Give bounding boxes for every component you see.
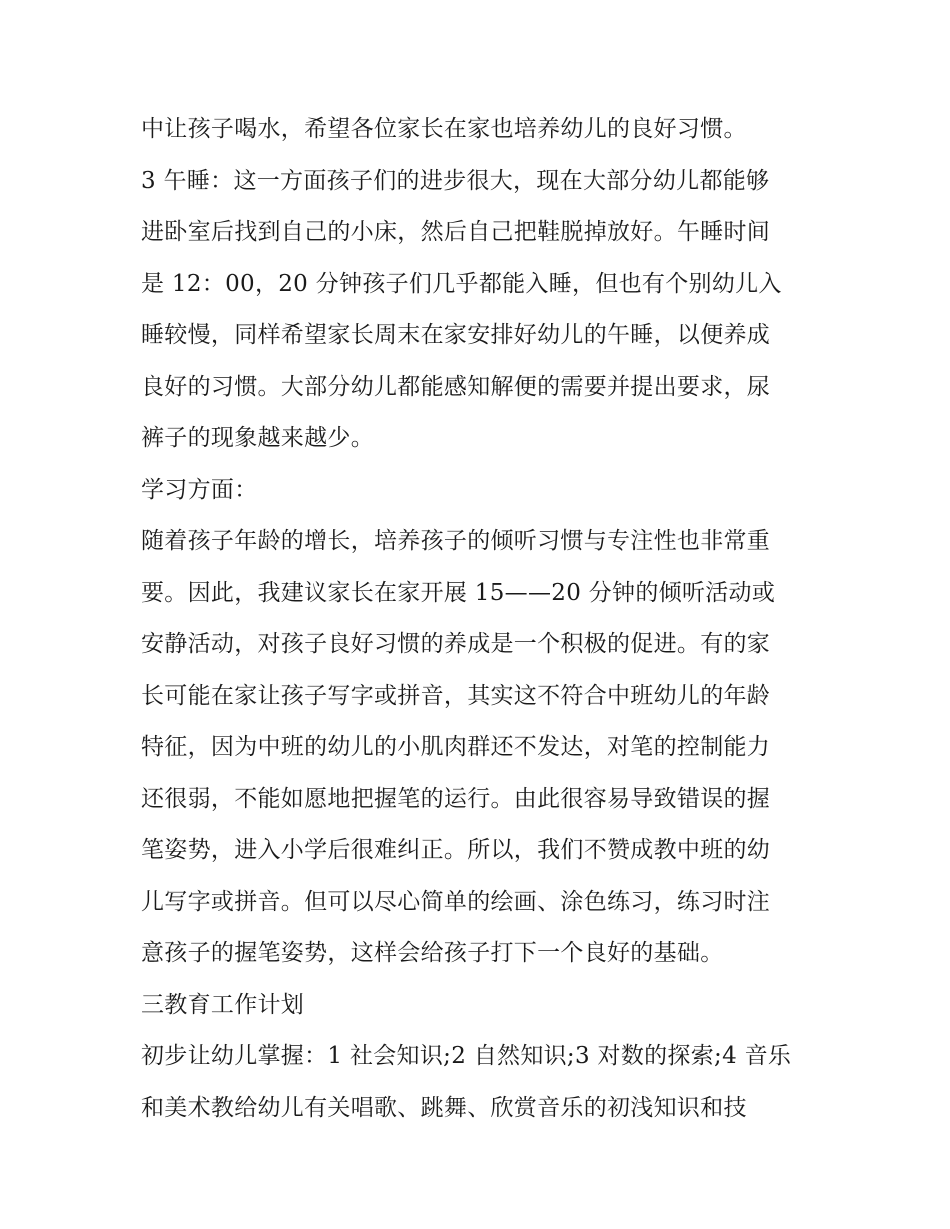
text-line: 进卧室后找到自己的小床，然后自己把鞋脱掉放好。午睡时间 xyxy=(141,219,771,245)
text-line: 要。因此，我建议家长在家开展 15——20 分钟的倾听活动或 xyxy=(141,579,776,606)
text-line: 中让孩子喝水，希望各位家长在家也培养幼儿的良好习惯。 xyxy=(141,116,747,142)
text-line: 良好的习惯。大部分幼儿都能感知解便的需要并提出要求，尿 xyxy=(141,373,771,400)
text-line: 裤子的现象越来越少。 xyxy=(141,425,374,451)
text-line: 是 12：00，20 分钟孩子们几乎都能入睡，但也有个别幼儿入 xyxy=(141,270,782,297)
text-line: 还很弱，不能如愿地把握笔的运行。由此很容易导致错误的握 xyxy=(141,785,771,812)
text-line: 意孩子的握笔姿势，这样会给孩子打下一个良好的基础。 xyxy=(141,940,724,966)
text-line: 睡较慢，同样希望家长周末在家安排好幼儿的午睡，以便养成 xyxy=(141,322,771,348)
text-line: 初步让幼儿掌握：1 社会知识;2 自然知识;3 对数的探索;4 音乐 xyxy=(141,1043,792,1069)
text-line: 特征，因为中班的幼儿的小肌肉群还不发达，对笔的控制能力 xyxy=(141,734,771,760)
text-line: 随着孩子年龄的增长，培养孩子的倾听习惯与专注性也非常重 xyxy=(141,528,771,554)
text-line: 3 午睡：这一方面孩子们的进步很大，现在大部分幼儿都能够 xyxy=(141,167,770,194)
text-line: 安静活动，对孩子良好习惯的养成是一个积极的促进。有的家 xyxy=(141,631,771,657)
text-line: 儿写字或拼音。但可以尽心简单的绘画、涂色练习，练习时注 xyxy=(141,888,771,915)
text-line: 和美术教给幼儿有关唱歌、跳舞、欣赏音乐的初浅知识和技 xyxy=(141,1094,747,1121)
text-line: 长可能在家让孩子写字或拼音，其实这不符合中班幼儿的年龄 xyxy=(141,682,771,709)
section-heading-learning: 学习方面： xyxy=(141,476,258,503)
text-line: 笔姿势，进入小学后很难纠正。所以，我们不赞成教中班的幼 xyxy=(141,837,771,863)
body-text xyxy=(141,104,821,1134)
section-heading-education-plan: 三教育工作计划 xyxy=(141,991,305,1018)
